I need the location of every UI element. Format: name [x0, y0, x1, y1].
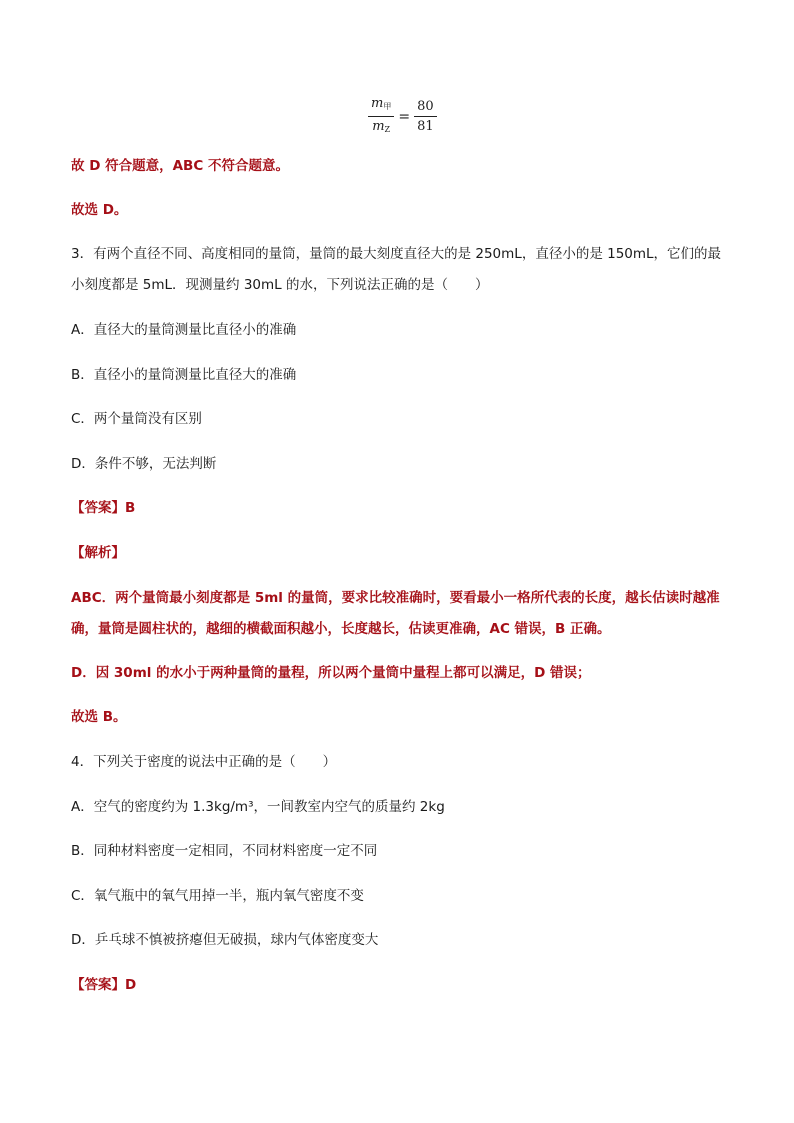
q4-option-b: B．同种材料密度一定相同，不同材料密度一定不同 — [71, 843, 378, 859]
q3-option-c: C．两个量筒没有区别 — [71, 411, 202, 427]
equals-sign: = — [398, 108, 411, 125]
q4-stem: 4．下列关于密度的说法中正确的是（ ） — [71, 754, 337, 770]
q4-option-d: D．乒乓球不慎被挤瘪但无破损，球内气体密度变大 — [71, 932, 379, 948]
q3-choice: 故选 B。 — [71, 709, 127, 725]
q3-analysis-line2: 确，量筒是圆柱状的，越细的横截面积越小，长度越长，估读更准确，AC 错误，B 正确。 — [71, 621, 611, 637]
lhs-fraction: $\frac{m_甲}{m_Z}$ — [368, 96, 394, 137]
q3-option-d: D．条件不够，无法判断 — [71, 456, 217, 472]
q4-option-c: C．氧气瓶中的氧气用掉一半，瓶内氧气密度不变 — [71, 888, 364, 904]
q3-analysis-label: 【解析】 — [71, 545, 125, 561]
rhs-fraction: $\frac{80}{81}$ — [414, 99, 437, 134]
mass-ratio-formula — [368, 96, 437, 137]
q2-conclusion: 故 D 符合题意，ABC 不符合题意。 — [71, 158, 289, 174]
q3-answer: 【答案】B — [71, 500, 136, 516]
q3-analysis-line3: D．因 30ml 的水小于两种量筒的量程，所以两个量筒中量程上都可以满足，D 错误； — [71, 665, 591, 681]
q2-choice: 故选 D。 — [71, 202, 128, 218]
q3-analysis-line1: ABC．两个量筒最小刻度都是 5ml 的量筒，要求比较准确时，要看最小一格所代表的长度，越长估读时越准 — [71, 590, 720, 606]
q3-option-b: B．直径小的量筒测量比直径大的准确 — [71, 367, 297, 383]
q3-stem-line1: 3．有两个直径不同、高度相同的量筒，量筒的最大刻度直径大的是 250mL，直径小的是 150mL，它们的最 — [71, 246, 722, 262]
q4-answer: 【答案】D — [71, 977, 137, 993]
q3-option-a: A．直径大的量筒测量比直径小的准确 — [71, 322, 297, 338]
q4-option-a: A．空气的密度约为 1.3kg/m³，一间教室内空气的质量约 2kg — [71, 799, 445, 815]
q3-stem-line2: 小刻度都是 5mL．现测量约 30mL 的水，下列说法正确的是（ ） — [71, 277, 489, 293]
